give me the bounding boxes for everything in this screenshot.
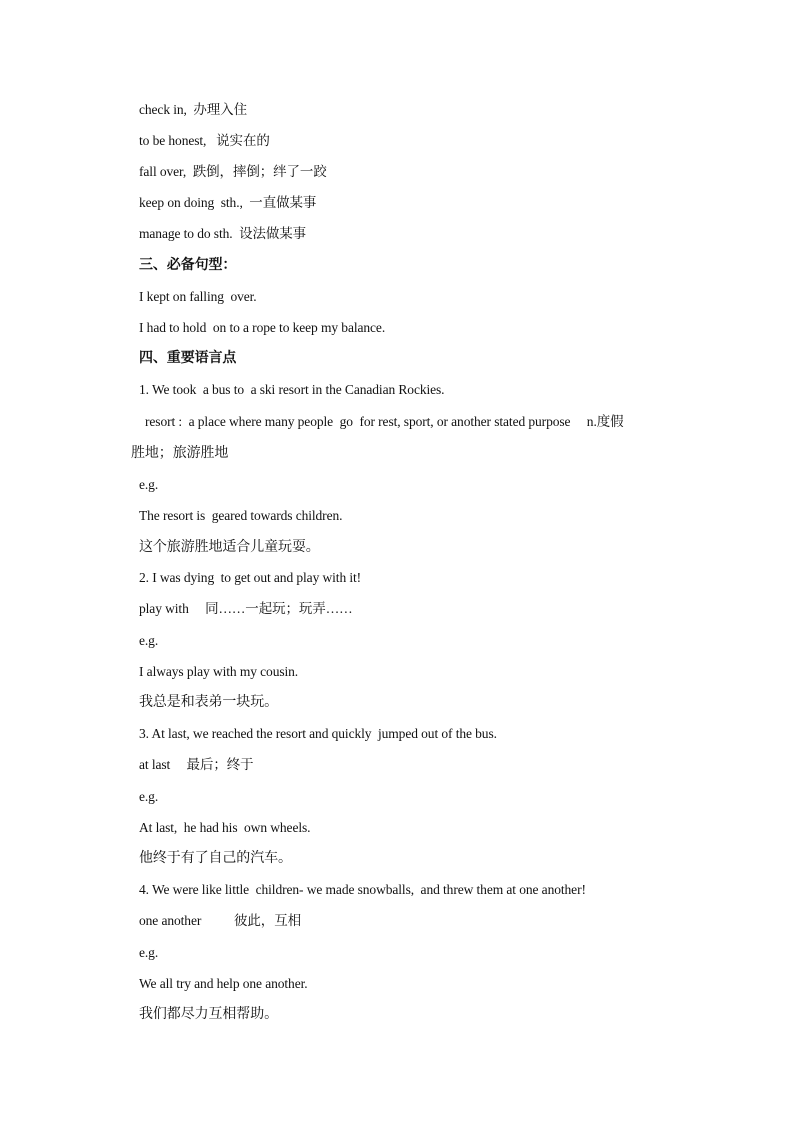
- point1-definition-cont: 胜地；旅游胜地: [131, 445, 229, 461]
- vocab-check-in: check in, 办理入住: [139, 102, 247, 117]
- point4-example-zh: 我们都尽力互相帮助。: [139, 1006, 278, 1022]
- point2-phrase: play with 同……一起玩；玩弄……: [139, 601, 353, 616]
- point2-eg-label: e.g.: [139, 633, 159, 648]
- vocab-keep-on-doing: keep on doing sth., 一直做某事: [139, 195, 317, 210]
- point3-sentence: 3. At last, we reached the resort and quickly jumped out of the bus.: [139, 726, 497, 741]
- point1-sentence: 1. We took a bus to a ski resort in the Canadian Rockies.: [139, 382, 445, 397]
- vocab-manage-to-do: manage to do sth. 设法做某事: [139, 226, 307, 241]
- point4-phrase: one another 彼此，互相: [139, 913, 301, 928]
- point4-sentence: 4. We were like little children- we made snowballs, and threw them at one another!: [139, 882, 586, 897]
- point2-example-en: I always play with my cousin.: [139, 664, 299, 679]
- point2-sentence: 2. I was dying to get out and play with it!: [139, 570, 362, 585]
- key-sentence-1: I kept on falling over.: [139, 289, 257, 304]
- key-sentence-2: I had to hold on to a rope to keep my balance.: [139, 320, 386, 335]
- point3-example-en: At last, he had his own wheels.: [139, 820, 311, 835]
- point1-example-zh: 这个旅游胜地适合儿童玩耍。: [139, 539, 320, 555]
- point2-example-zh: 我总是和表弟一块玩。: [139, 694, 278, 710]
- point1-example-en: The resort is geared towards children.: [139, 508, 343, 523]
- section3-heading: 三、必备句型：: [139, 257, 237, 273]
- point1-eg-label: e.g.: [139, 477, 159, 492]
- section4-heading: 四、重要语言点: [139, 350, 237, 366]
- point4-example-en: We all try and help one another.: [139, 976, 308, 991]
- point3-eg-label: e.g.: [139, 789, 159, 804]
- vocab-fall-over: fall over, 跌倒，摔倒；绊了一跤: [139, 164, 327, 179]
- point1-definition: resort : a place where many people go for rest, sport, or another stated purpose n.度假: [145, 414, 624, 429]
- vocab-to-be-honest: to be honest, 说实在的: [139, 133, 270, 148]
- point3-phrase: at last 最后；终于: [139, 757, 254, 772]
- point4-eg-label: e.g.: [139, 945, 159, 960]
- point3-example-zh: 他终于有了自己的汽车。: [139, 850, 292, 866]
